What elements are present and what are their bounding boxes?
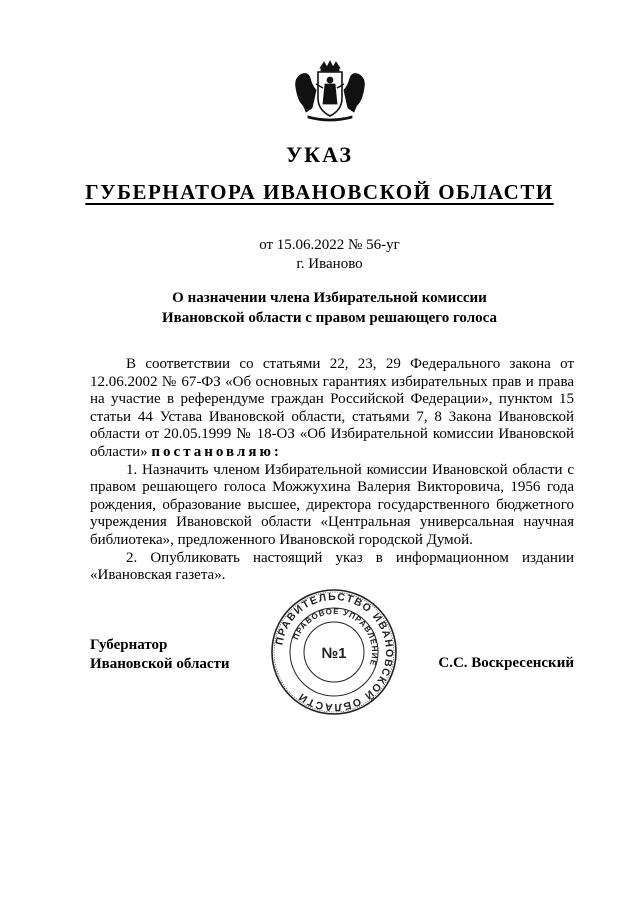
stamp-outer-text: ПРАВИТЕЛЬСТВО ИВАНОВСКОЙ ОБЛАСТИ <box>273 590 396 714</box>
position-line-2: Ивановской области <box>90 656 230 672</box>
item-1-paragraph: 1. Назначить членом Избирательной комиссии Ивановской области с правом решающего голоса Можжухина Валерия Викторовича, 1956 года рождения, образование высшее, директора государственного бюджетного учреждения Ивановской области «Центральная универсальная научная библиотека», предложенного Ивановской городской Думой. <box>90 461 574 548</box>
stamp-inner-text: ПРАВОВОЕ УПРАВЛЕНИЕ <box>291 606 380 668</box>
decree-subject <box>0 288 639 328</box>
position-line-1: Губернатор <box>90 637 168 653</box>
item-2-paragraph: 2. Опубликовать настоящий указ в информационном издании «Ивановская газета». <box>90 549 574 584</box>
issuer-title: ГУБЕРНАТОРА ИВАНОВСКОЙ ОБЛАСТИ <box>85 180 554 204</box>
signatory-name: С.С. Воскресенский <box>438 655 574 671</box>
subject-line-1: О назначении члена Избирательной комиссии <box>172 290 487 306</box>
decree-word: постановляю: <box>151 443 282 460</box>
preamble-text: В соответствии со статьями 22, 23, 29 Федерального закона от 12.06.2002 № 67-ФЗ «Об основных гарантиях избирательных прав и права на участие в референдуме граждан Российской Федерации», пунктом 15 статьи 44 Устава Ивановской области, статьями 7, 8 Закона Ивановской области от 20.05.1999 № 18-ОЗ «Об Избирательной комиссии Ивановской области» <box>90 356 574 460</box>
preamble-paragraph <box>90 356 574 462</box>
date-block <box>0 236 639 274</box>
subject-line-2: Ивановской области с правом решающего голоса <box>162 310 497 326</box>
decree-body <box>90 356 574 585</box>
coat-of-arms-icon <box>290 60 370 124</box>
stamp-number: №1 <box>321 645 347 662</box>
decree-date-number: от 15.06.2022 № 56-уг <box>259 237 400 253</box>
decree-city: г. Иваново <box>296 256 363 272</box>
signatory-position <box>90 636 230 674</box>
document-title: УКАЗ <box>285 142 354 167</box>
official-stamp <box>270 588 398 716</box>
